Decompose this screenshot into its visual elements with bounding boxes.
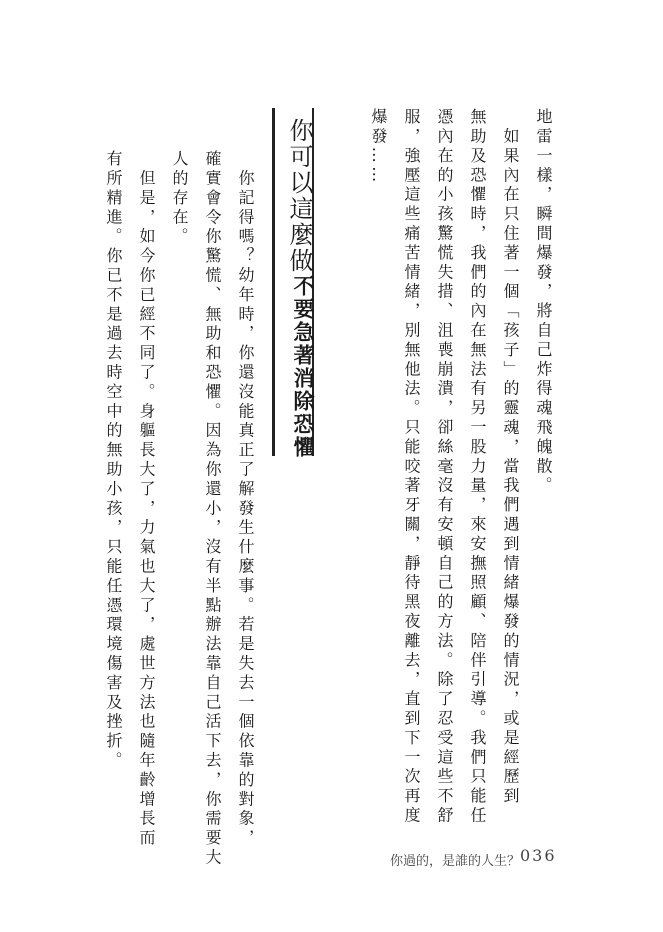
text-column-6: 爆發…… (369, 108, 388, 186)
text-column-4: 憑內在的小孩驚慌失措、沮喪崩潰，卻絲毫沒有安頓自己的方法。除了忍受這些不舒 (435, 108, 454, 826)
text-column-2: 如果內在只住著一個「孩子」的靈魂，當我們遇到情緒爆發的情況，或是經歷到 (501, 108, 520, 807)
text-column-9: 人的存在。 (170, 150, 189, 247)
section-heading-title: 你可以這麼做 (285, 118, 313, 274)
page-number: 036 (520, 846, 557, 865)
running-title: 你過的，是誰的人生？ (390, 854, 521, 869)
text-column-1: 地雷一樣，瞬間爆發，將自己炸得魂飛魄散。 (534, 108, 553, 496)
section-heading-subtitle: 不要急著消除恐懼 (291, 275, 315, 459)
text-column-11: 有所精進。你已不是過去時空中的無助小孩，只能任憑環境傷害及挫折。 (104, 150, 123, 771)
text-column-7: 你記得嗎？幼年時，你還沒能真正了解發生什麼事。若是失去一個依靠的對象， (236, 150, 255, 849)
text-column-5: 服，強壓這些痛苦情緒，別無他法。只能咬著牙關，靜待黑夜離去，直到下一次再度 (402, 108, 421, 826)
text-column-3: 無助及恐懼時，我們的內在無法有另一股力量，來安撫照顧、陪伴引導。我們只能任 (468, 108, 487, 826)
text-column-10: 但是，如今你已經不同了。身軀長大了，力氣也大了，處世方法也隨年齡增長而 (137, 150, 156, 849)
text-column-8: 確實會令你驚慌、無助和恐懼。因為你還小，沒有半點辦法靠自己活下去，你需要大 (203, 150, 222, 868)
